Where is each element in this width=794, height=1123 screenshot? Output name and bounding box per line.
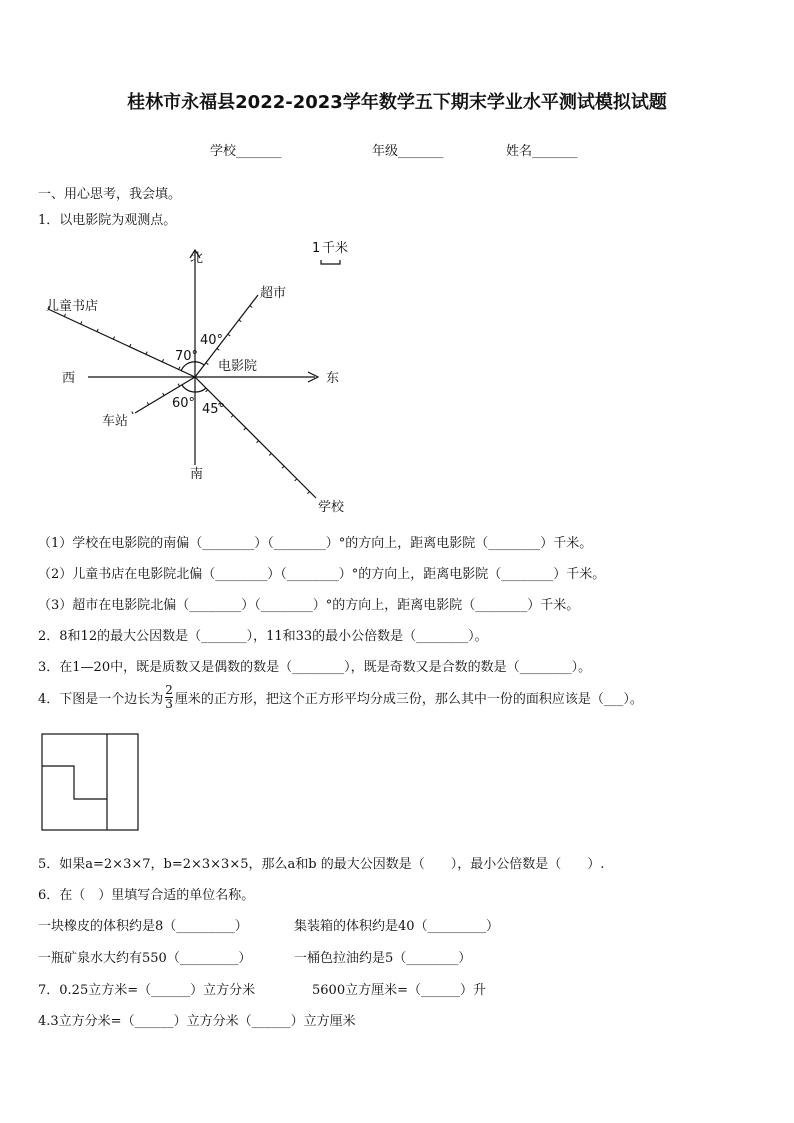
ray-tick: [178, 384, 180, 387]
school-field: 学校_______: [210, 144, 282, 159]
ray-tick: [146, 352, 147, 355]
ray-school: [195, 377, 316, 498]
page-title: 桂林市永福县2022-2023学年数学五下期末学业水平测试模拟试题: [127, 92, 667, 113]
question-6-2a: 一瓶矿泉水大约有550（_________）: [38, 951, 252, 966]
name-field: 姓名_______: [506, 144, 578, 159]
east-label: 东: [326, 371, 340, 386]
square-figure: [41, 733, 141, 833]
question-6-2b: 一桶色拉油约是5（________）: [294, 951, 472, 966]
station-label: 车站: [102, 414, 129, 429]
ray-tick: [147, 402, 149, 405]
question-7b: 5600立方厘米=（______）升: [312, 983, 486, 998]
ray-tick: [217, 348, 219, 350]
question-7c: 4.3立方分米=（______）立方分米（______）立方厘米: [38, 1014, 356, 1029]
ray-tick: [239, 320, 241, 322]
question-2: 2．8和12的最大公因数是（_______），11和33的最小公倍数是（________）。: [38, 629, 488, 644]
scale-unit: 千米: [322, 241, 349, 256]
ray-tick: [244, 428, 246, 430]
ray-tick: [295, 479, 297, 481]
arc-45: [195, 388, 206, 392]
bookstore-label: 儿童书店: [46, 299, 99, 314]
ray-tick: [206, 390, 208, 392]
q4-text-b: 厘米的正方形，把这个正方形平均分成三份，那么其中一份的面积应该是（___）。: [174, 692, 643, 707]
angle-70: 70°: [175, 349, 199, 364]
ray-tick: [97, 329, 98, 332]
grade-field: 年级_______: [372, 144, 444, 159]
ray-tick: [231, 415, 233, 417]
ray-bookstore: [48, 309, 195, 377]
cinema-label: 电影院: [218, 359, 258, 374]
question-4: [38, 684, 643, 711]
ray-tick: [132, 411, 134, 414]
question-6-1b: 集装箱的体积约是40（_________）: [294, 919, 500, 934]
arc-60: [182, 385, 195, 392]
ray-tick: [130, 344, 131, 347]
question-1-1: （1）学校在电影院的南偏（________）（________）°的方向上，距离电影院（________）千米。: [38, 536, 593, 551]
ray-tick: [282, 466, 284, 468]
school-label: 学校: [318, 500, 345, 515]
question-6: 6．在（ ）里填写合适的单位名称。: [38, 888, 255, 903]
question-6-1a: 一块橡皮的体积约是8（_________）: [38, 919, 248, 934]
ray-tick: [307, 492, 309, 494]
question-1: 1．以电影院为观测点。: [38, 213, 177, 228]
ray-tick: [269, 453, 271, 455]
ray-tick: [228, 334, 230, 336]
ray-tick: [163, 393, 165, 396]
west-label: 西: [62, 371, 76, 386]
q4-text-a: 4．下图是一个边长为: [38, 692, 164, 707]
ray-tick: [162, 359, 163, 362]
ray-tick: [206, 363, 208, 365]
supermarket-label: 超市: [260, 286, 287, 301]
ray-tick: [113, 336, 114, 339]
question-5: 5．如果a=2×3×7，b=2×3×3×5，那么a和b 的最大公因数是（ ），最小公倍数是（ ）.: [38, 857, 605, 872]
ray-tick: [64, 314, 65, 317]
question-1-2: （2）儿童书店在电影院北偏（________）（________）°的方向上，距离电影院（________）千米。: [38, 567, 606, 582]
question-7a: 7．0.25立方米=（______）立方分米: [38, 983, 256, 998]
ray-tick: [257, 441, 259, 443]
ray-tick: [81, 321, 82, 324]
direction-diagram: [40, 240, 370, 520]
fraction-two-thirds: $\frac{2}{3}$: [165, 683, 173, 711]
south-label: 南: [190, 467, 204, 482]
section-heading: 一、用心思考，我会填。: [38, 187, 182, 202]
angle-40: 40°: [200, 333, 224, 348]
angle-60: 60°: [172, 396, 196, 411]
question-1-3: （3）超市在电影院北偏（________）（________）°的方向上，距离电影院（________）千米。: [38, 598, 580, 613]
scale-number: 1: [312, 241, 321, 256]
north-label: 北: [190, 251, 204, 266]
scale-bar: [321, 260, 340, 264]
ray-tick: [250, 306, 252, 308]
ray-tick: [179, 367, 180, 370]
angle-45: 45°: [202, 402, 226, 417]
question-3: 3．在1—20中，既是质数又是偶数的数是（________），既是奇数又是合数的数是（________）。: [38, 660, 592, 675]
